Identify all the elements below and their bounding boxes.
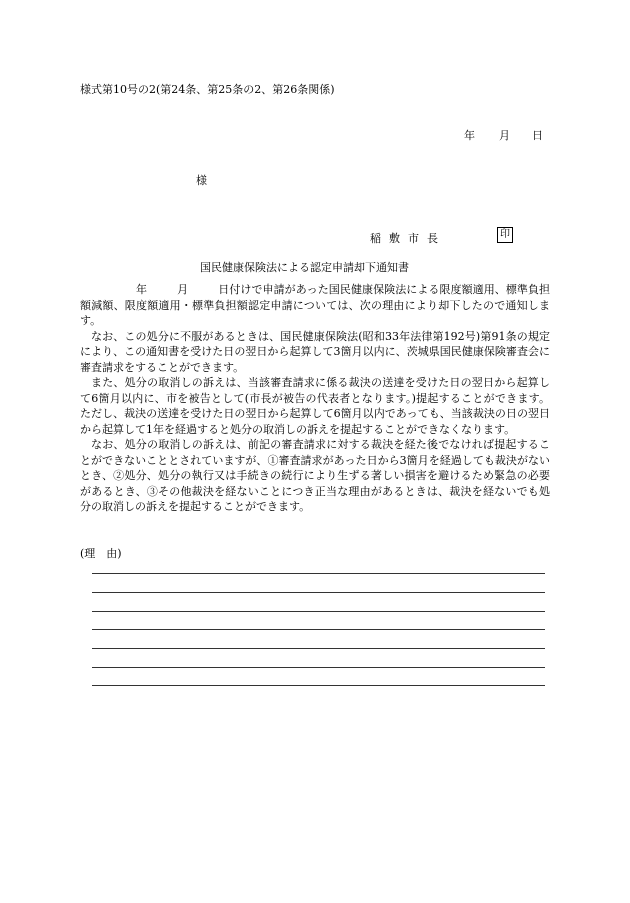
paragraph-2: なお、この処分に不服があるときは、国民健康保険法(昭和33年法律第192号)第91条の規定により、この通知書を受けた日の翌日から起算して3箇月以内に、茨城県国民健康保険審査会に審査請求をすることができます。 xyxy=(80,329,550,374)
reason-line xyxy=(92,685,545,686)
reason-line xyxy=(92,611,545,612)
p1-text: 日付けで申請があった国民健康保険法による限度額適用、標準負担額減額、限度額適用・標準負担額認定申請については、次の理由により却下したので通知します。 xyxy=(80,283,551,327)
paragraph-4: なお、処分の取消しの訴えは、前記の審査請求に対する裁決を経た後でなければ提起することができないこととされていますが、①審査請求があった日から3箇月を経過しても裁決がないとき、②処分、処分の執行又は手続きの続行により生ずる著しい損害を避けるため緊急の必要があるとき、③その他裁決を経ないことにつき正当な理由があるときは、裁決を経ないでも処分の取消しの訴えを提起することができます。 xyxy=(80,438,550,513)
reason-line xyxy=(92,667,545,668)
reason-line xyxy=(92,573,545,574)
seal-box: 印 xyxy=(497,227,513,243)
addressee-suffix: 様 xyxy=(196,174,207,187)
p1-month-label: 月 xyxy=(177,283,189,296)
p1-year-label: 年 xyxy=(136,283,148,296)
notice-body xyxy=(80,282,550,515)
paragraph-3: また、処分の取消しの訴えは、当該審査請求に係る裁決の送達を受けた日の翌日から起算して6箇月以内に、市を被告として(市長が被告の代表者となります。)提起することができます。ただし、裁決の送達を受けた日の翌日から起算して6箇月以内であっても、当該裁決の日の翌日から起算して1年を経過すると処分の取消しの訴えを提起することができなくなります。 xyxy=(80,376,550,436)
date-month-label: 月 xyxy=(499,129,510,142)
reason-label: (理 由) xyxy=(80,547,122,560)
reason-line xyxy=(92,629,545,630)
paragraph-1 xyxy=(80,282,550,329)
date-line xyxy=(464,127,543,143)
reason-line xyxy=(92,592,545,593)
date-year-label: 年 xyxy=(464,129,475,142)
form-number: 様式第10号の2(第24条、第25条の2、第26条関係) xyxy=(80,83,335,96)
date-day-label: 日 xyxy=(532,129,543,142)
issuer-name: 稲敷市長 xyxy=(370,232,446,245)
reason-line xyxy=(92,648,545,649)
document-title: 国民健康保険法による認定申請却下通知書 xyxy=(200,261,409,274)
